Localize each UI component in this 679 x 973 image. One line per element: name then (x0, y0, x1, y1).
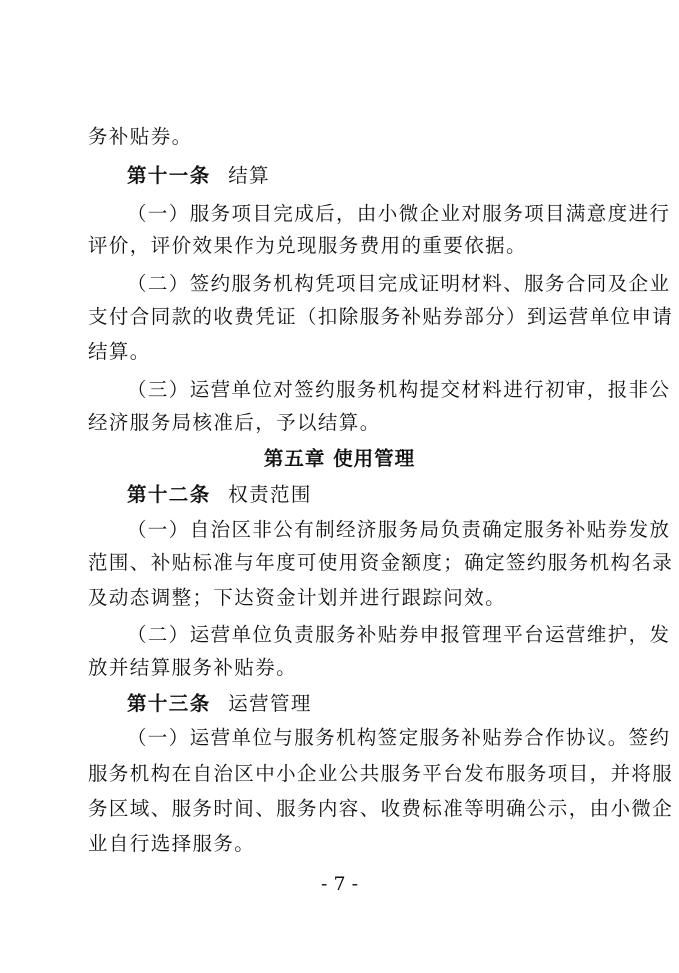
text-line: （一）运营单位与服务机构签定服务补贴券合作协议。签约 (127, 726, 671, 749)
text-line: 务区域、服务时间、服务内容、收费标准等明确公示，由小微企 (88, 797, 674, 820)
text-line: （二）签约服务机构凭项目完成证明材料、服务合同及企业 (127, 272, 671, 295)
text-line: （三）运营单位对签约服务机构提交材料进行初审，报非公 (127, 378, 671, 401)
text-line: 服务机构在自治区中小企业公共服务平台发布服务项目，并将服 (88, 762, 674, 785)
text-line: （二）运营单位负责服务补贴券申报管理平台运营维护，发 (127, 623, 671, 646)
article-number: 第十三条 (127, 692, 211, 715)
text-line: 业自行选择服务。 (88, 832, 256, 855)
article-title: 运营管理 (228, 692, 312, 715)
article-heading (127, 481, 312, 509)
text-line: 结算。 (88, 340, 151, 363)
article-title: 权责范围 (228, 483, 312, 506)
text-line: 经济服务局核准后，予以结算。 (88, 411, 381, 434)
article-heading (127, 690, 312, 718)
text-line: 支付合同款的收费凭证（扣除服务补贴券部分）到运营单位申请 (88, 305, 674, 328)
text-line: （一）自治区非公有制经济服务局负责确定服务补贴券发放 (127, 518, 671, 541)
text-line: 及动态调整；下达资金计划并进行跟踪问效。 (88, 586, 507, 609)
page-number: - 7 - (320, 873, 358, 895)
text-line: 务补贴券。 (88, 125, 193, 148)
article-number: 第十一条 (127, 164, 211, 187)
article-number: 第十二条 (127, 483, 211, 506)
text-line: 评价，评价效果作为兑现服务费用的重要依据。 (88, 234, 527, 257)
article-heading (127, 162, 270, 190)
text-line: 放并结算服务补贴券。 (88, 656, 298, 679)
text-line: 范围、补贴标准与年度可使用资金额度；确定签约服务机构名录 (88, 551, 674, 574)
chapter-heading: 第五章 使用管理 (263, 447, 416, 470)
text-line: （一）服务项目完成后，由小微企业对服务项目满意度进行 (127, 202, 671, 225)
article-title: 结算 (228, 164, 271, 187)
